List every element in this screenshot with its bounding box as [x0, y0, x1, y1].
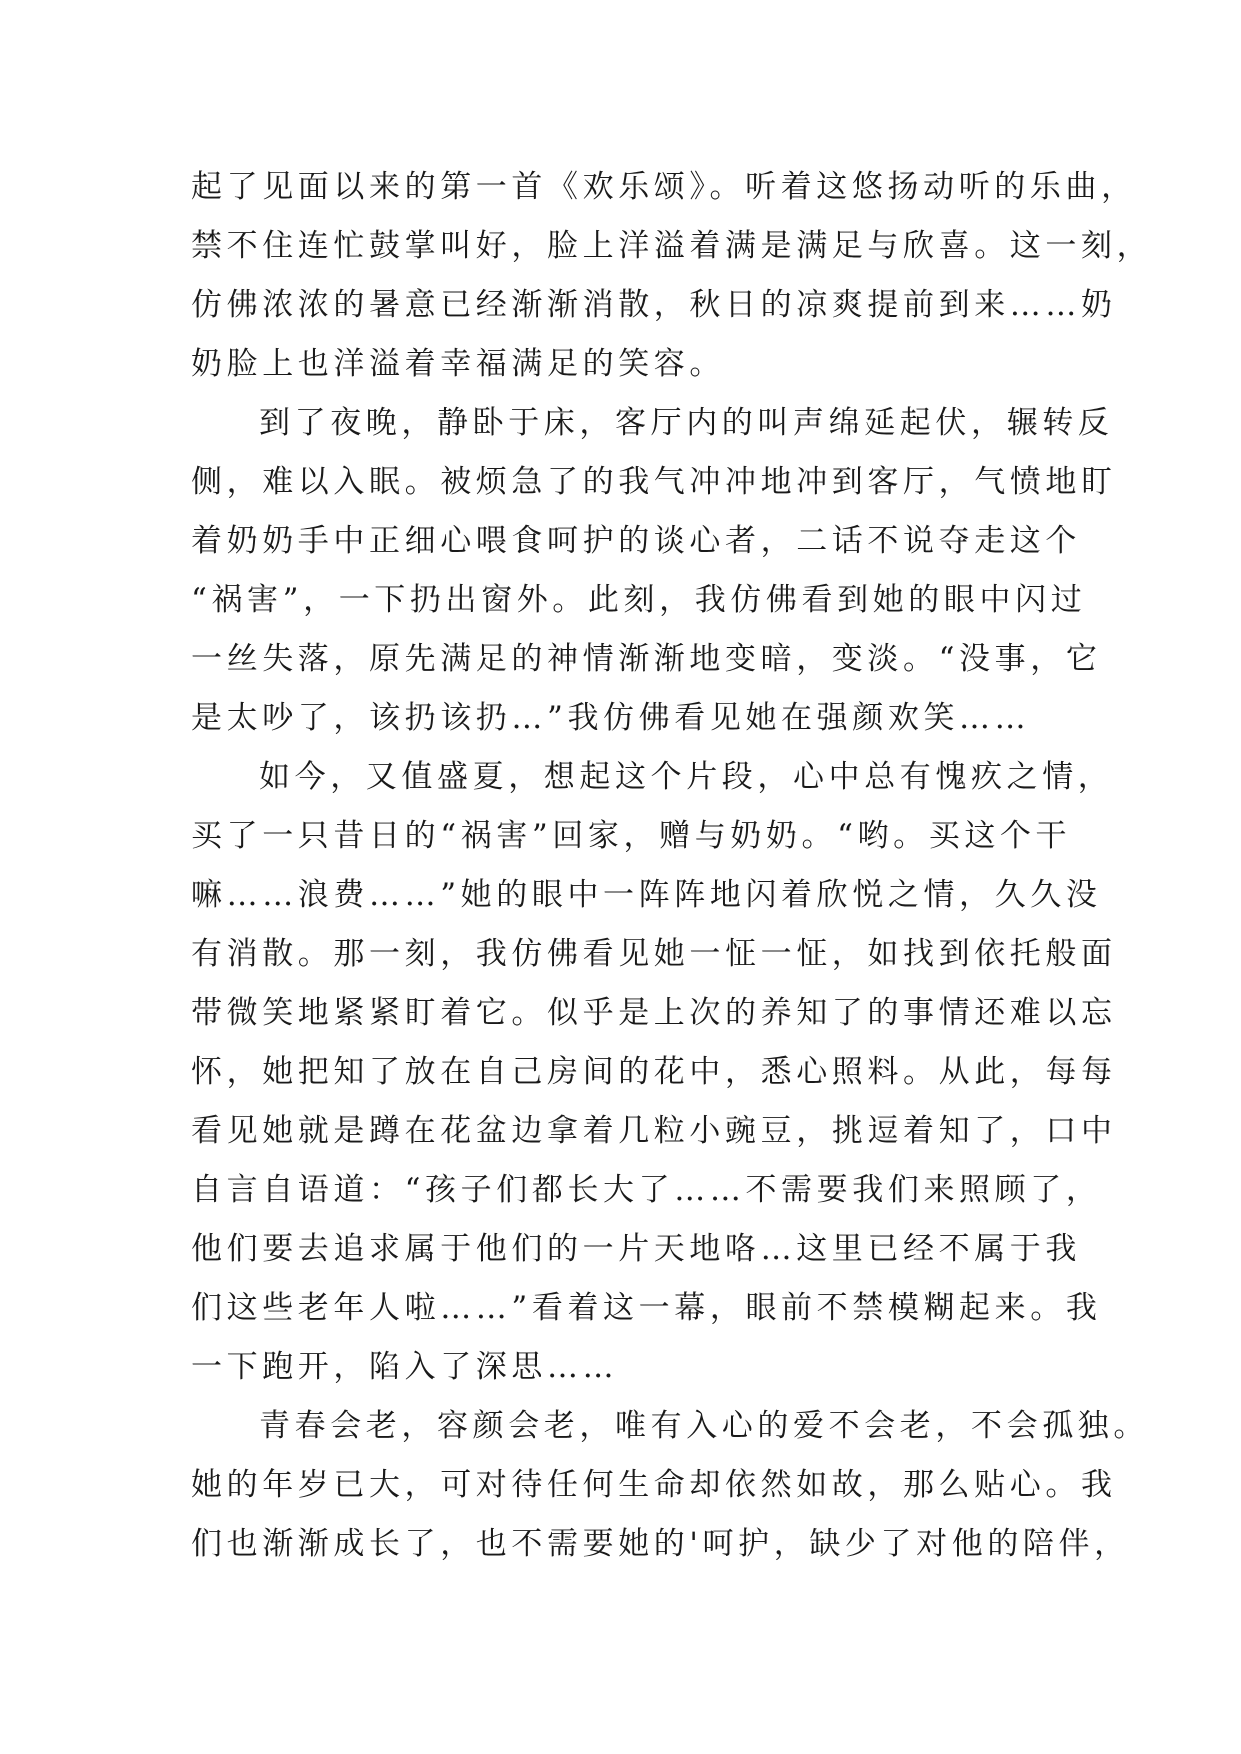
paragraph-first-line: 如今，又值盛夏，想起这个片段，心中总有愧疚之情， — [259, 759, 1114, 795]
text-line: 们也渐渐成长了，也不需要她的'呵护，缺少了对他的陪伴， — [191, 1526, 1130, 1562]
text-line: 们这些老年人啦……”看着这一幕，眼前不禁模糊起来。我 — [191, 1290, 1102, 1326]
text-line: “祸害”，一下扔出窗外。此刻，我仿佛看到她的眼中闪过 — [191, 582, 1087, 618]
text-line: 他们要去追求属于他们的一片天地咯…这里已经不属于我 — [191, 1231, 1081, 1267]
text-line: 一下跑开，陷入了深思…… — [191, 1349, 619, 1385]
text-line: 禁不住连忙鼓掌叫好，脸上洋溢着满是满足与欣喜。这一刻， — [191, 228, 1153, 264]
text-line: 是太吵了，该扔该扔…”我仿佛看见她在强颜欢笑…… — [191, 700, 1031, 736]
paragraph-first-line: 青春会老，容颜会老，唯有入心的爱不会老，不会孤独。 — [259, 1408, 1149, 1444]
text-line: 怀，她把知了放在自己房间的花中，悉心照料。从此，每每 — [191, 1054, 1117, 1090]
text-line: 她的年岁已大，可对待任何生命却依然如故，那么贴心。我 — [191, 1467, 1117, 1503]
text-line: 一丝失落，原先满足的神情渐渐地变暗，变淡。“没事，它 — [191, 641, 1102, 677]
text-line: 起了见面以来的第一首《欢乐颂》。听着这悠扬动听的乐曲， — [191, 169, 1137, 205]
text-line: 奶脸上也洋溢着幸福满足的笑容。 — [191, 346, 725, 382]
text-line: 自言自语道：“孩子们都长大了……不需要我们来照顾了， — [191, 1172, 1102, 1208]
text-line: 买了一只昔日的“祸害”回家，赠与奶奶。“哟。买这个干 — [191, 818, 1072, 854]
text-line: 嘛……浪费……”她的眼中一阵阵地闪着欣悦之情，久久没 — [191, 877, 1102, 913]
text-line: 侧，难以入眠。被烦急了的我气冲冲地冲到客厅，气愤地盯 — [191, 464, 1117, 500]
text-line: 仿佛浓浓的暑意已经渐渐消散，秋日的凉爽提前到来……奶 — [191, 287, 1117, 323]
text-line: 看见她就是蹲在花盆边拿着几粒小豌豆，挑逗着知了，口中 — [191, 1113, 1117, 1149]
text-line: 带微笑地紧紧盯着它。似乎是上次的养知了的事情还难以忘 — [191, 995, 1117, 1031]
text-line: 有消散。那一刻，我仿佛看见她一怔一怔，如找到依托般面 — [191, 936, 1117, 972]
body-text — [191, 158, 1153, 1574]
text-line: 着奶奶手中正细心喂食呵护的谈心者，二话不说夺走这个 — [191, 523, 1081, 559]
paragraph-first-line: 到了夜晚，静卧于床，客厅内的叫声绵延起伏，辗转反 — [259, 405, 1114, 441]
